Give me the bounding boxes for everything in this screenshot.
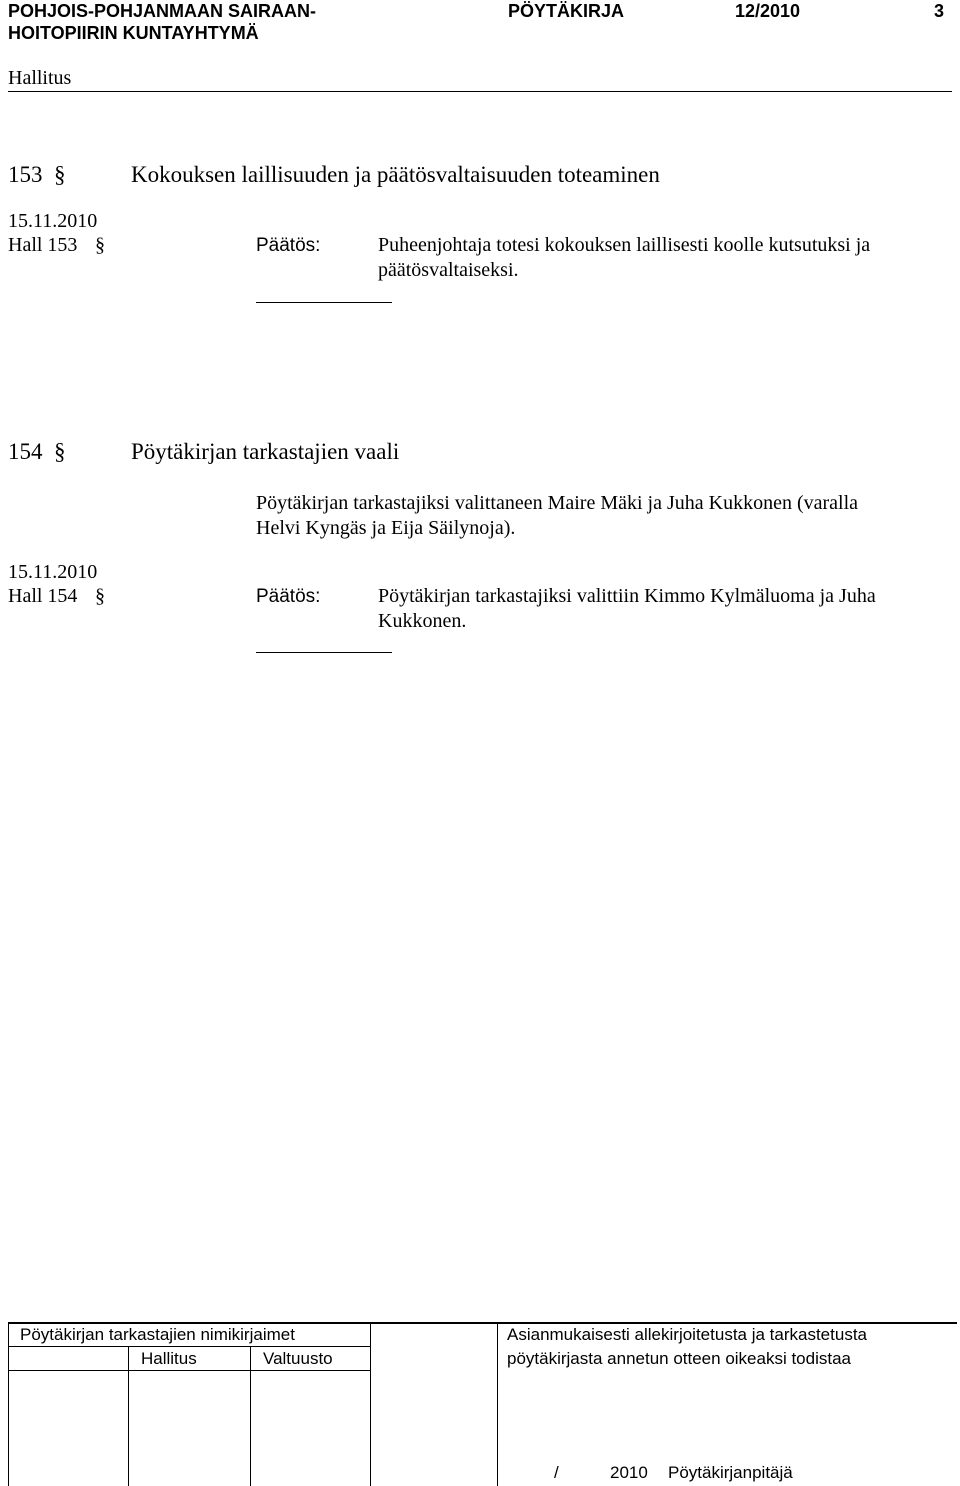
section-sign-icon: § (54, 162, 66, 187)
item-154-ref: Hall 154 (8, 585, 78, 607)
item-154-title: Pöytäkirjan tarkastajien vaali (131, 439, 400, 464)
signature-date-slash: / (554, 1463, 559, 1482)
item-154-intro-line2: Helvi Kyngäs ja Eija Säilynoja). (256, 517, 516, 539)
item-154-decision-label: Päätös: (256, 586, 321, 607)
doc-type: PÖYTÄKIRJA (508, 1, 625, 21)
item-153-decision-line1: Puheenjohtaja totesi kokouksen laillisesti koolle kutsutuksi ja (378, 234, 871, 256)
item-153-end-rule (256, 302, 392, 303)
signature-year: 2010 (610, 1463, 648, 1482)
footer-col-divider-1 (128, 1346, 129, 1486)
item-153-date: 15.11.2010 (8, 210, 98, 232)
certify-line2: pöytäkirjasta annetun otteen oikeaksi todistaa (507, 1349, 852, 1368)
footer-col-divider-3 (370, 1322, 371, 1486)
item-154-intro-line1: Pöytäkirjan tarkastajiksi valittaneen Maire Mäki ja Juha Kukkonen (varalla (256, 492, 859, 514)
header-divider (8, 91, 952, 92)
header-body-name: Hallitus (8, 67, 72, 89)
page-number: 3 (934, 1, 945, 21)
item-154-number: 154 (8, 439, 43, 464)
footer-col-divider-2 (250, 1346, 251, 1486)
item-153-decision-line2: päätösvaltaiseksi. (378, 259, 519, 281)
item-154-decision-line2: Kukkonen. (378, 610, 467, 632)
item-153-title: Kokouksen laillisuuden ja päätösvaltaisuuden toteaminen (131, 162, 660, 187)
section-sign-icon: § (95, 585, 105, 607)
section-sign-icon: § (95, 234, 105, 256)
section-sign-icon: § (54, 439, 66, 464)
item-154-decision-line1: Pöytäkirjan tarkastajiksi valittiin Kimmo Kylmäluoma ja Juha (378, 585, 876, 607)
org-name-line2: HOITOPIIRIN KUNTAYHTYMÄ (8, 23, 259, 43)
item-153-ref: Hall 153 (8, 234, 78, 256)
item-154-date: 15.11.2010 (8, 561, 98, 583)
meeting-number: 12/2010 (735, 1, 801, 21)
signature-footer (8, 1322, 957, 1486)
item-153-decision-label: Päätös: (256, 235, 321, 256)
initials-heading: Pöytäkirjan tarkastajien nimikirjaimet (20, 1325, 295, 1344)
item-153-number: 153 (8, 162, 43, 187)
footer-col-divider-4 (497, 1322, 498, 1486)
certify-line1: Asianmukaisesti allekirjoitetusta ja tarkastetusta (507, 1325, 867, 1344)
footer-row-rule (8, 1370, 370, 1371)
org-name-line1: POHJOIS-POHJANMAAN SAIRAAN- (8, 1, 317, 21)
initials-col-valtuusto: Valtuusto (263, 1349, 333, 1368)
signer-title: Pöytäkirjanpitäjä (668, 1463, 793, 1482)
item-154-end-rule (256, 652, 392, 653)
footer-heading-rule (8, 1346, 370, 1347)
initials-col-hallitus: Hallitus (141, 1349, 197, 1368)
